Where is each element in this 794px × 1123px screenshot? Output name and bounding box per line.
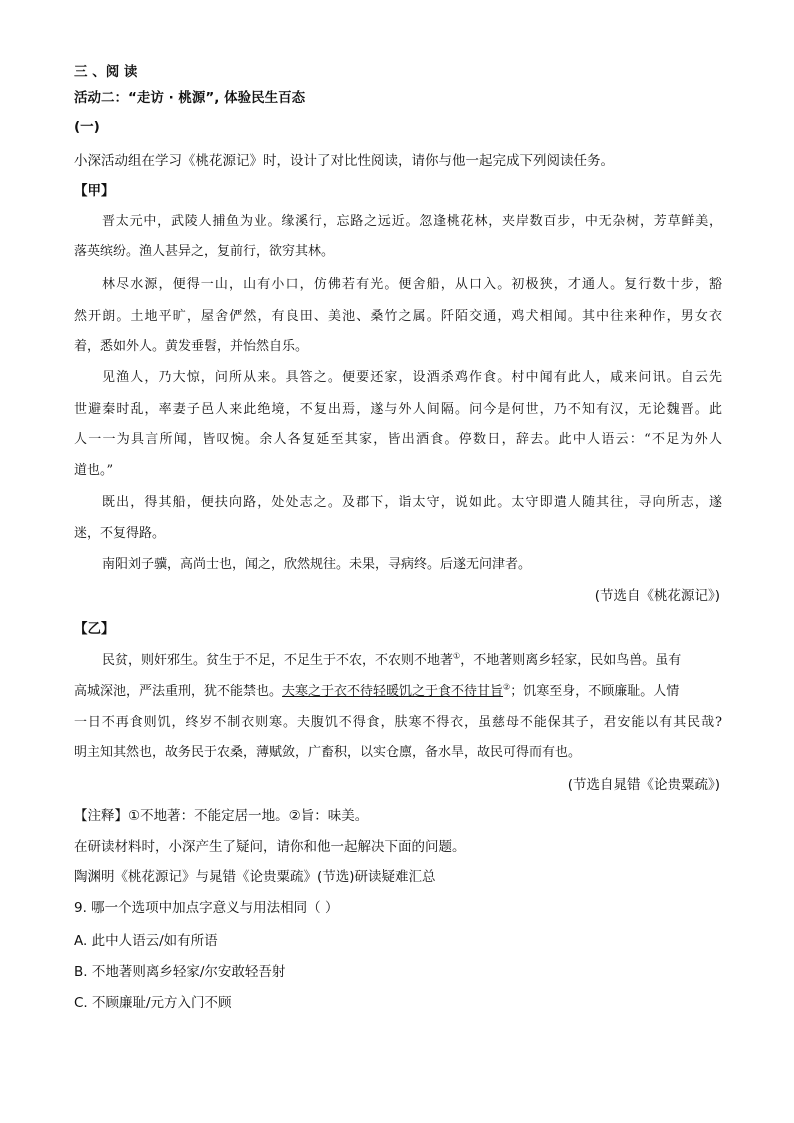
jia-line: 林尽水源，便得一山，山有小口，仿佛若有光。便舍船，从口入。初极狭，才通人。复行数十步，豁 [102, 277, 722, 292]
notes: 【注释】①不地著：不能定居一地。②旨：味美。 [74, 808, 369, 824]
yi-line-text: 高城深池，严法重刑，犹不能禁也。 [74, 684, 283, 699]
jia-label: 【甲】 [74, 183, 115, 199]
part-label: (一) [74, 119, 100, 135]
underlined-sentence: 夫寒之于衣不待轻暖饥之于食不待甘旨 [282, 684, 504, 699]
summary-title: 陶渊明《桃花源记》与晁错《论贵粟疏》(节选)研读疑难汇总 [74, 869, 436, 885]
jia-line: 着，悉如外人。黄发垂髫，并怡然自乐。 [74, 339, 309, 354]
yi-line-text: ；饥寒至身，不顾廉耻。人情 [510, 684, 680, 699]
research-line: 在研读材料时，小深产生了疑问，请你和他一起解决下面的问题。 [74, 839, 466, 855]
jia-line: 然开朗。土地平旷，屋舍俨然，有良田、美池、桑竹之属。阡陌交通，鸡犬相闻。其中往来种作，男女衣 [74, 309, 722, 324]
jia-line: 迷，不复得路。 [74, 526, 166, 541]
section-title: 三 、阅 读 [74, 64, 138, 80]
yi-label: 【乙】 [74, 621, 115, 637]
question: 9. 哪一个选项中加点字意义与用法相同（ ） [74, 900, 339, 916]
option-b[interactable]: B. 不地著则离乡轻家/尔安敢轻吾射 [74, 964, 286, 980]
yi-line: 一日不再食则饥，终岁不制衣则寒。夫腹饥不得食，肤寒不得衣，虽慈母不能保其子，君安能以有其民哉? [74, 715, 722, 730]
yi-line [74, 682, 679, 702]
intro-text: 小深活动组在学习《桃花源记》时，设计了对比性阅读，请你与他一起完成下列阅读任务。 [74, 153, 614, 169]
option-a[interactable]: A. 此中人语云/如有所语 [74, 933, 218, 949]
jia-line: 既出，得其船，便扶向路，处处志之。及郡下，诣太守，说如此。太守即遣人随其往，寻向所志，遂 [102, 495, 722, 510]
activity-title: 活动二：“走访 · 桃源”, 体验民生百态 [74, 90, 306, 106]
note-mark-1: ① [453, 651, 461, 661]
yi-line: 明主知其然也，故务民于农桑，薄赋敛，广畜积，以实仓廪，备水旱，故民可得而有也。 [74, 745, 582, 760]
jia-line: 南阳刘子骥，高尚士也，闻之，欣然规往。未果，寻病终。后遂无问津者。 [102, 557, 532, 572]
jia-line: 晋太元中，武陵人捕鱼为业。缘溪行，忘路之远近。忽逢桃花林，夹岸数百步，中无杂树，芳草鲜美， [102, 214, 722, 229]
yi-line-text: ，不地著则离乡轻家，民如鸟兽。虽有 [460, 653, 682, 668]
jia-line: 世避秦时乱，率妻子邑人来此绝境，不复出焉，遂与外人间隔。问今是何世，乃不知有汉，无论魏晋。此 [74, 402, 722, 417]
jia-line: 人一一为具言所闻，皆叹惋。余人各复延至其家，皆出酒食。停数日，辞去。此中人语云：“不足为外人 [74, 432, 722, 447]
note-mark-2: ② [503, 682, 511, 692]
yi-source: (节选自晁错《论贵粟疏》) [567, 777, 720, 793]
yi-line [102, 651, 681, 671]
jia-line: 落英缤纷。渔人甚异之，复前行，欲穷其林。 [74, 244, 335, 259]
jia-source: (节选自《桃花源记》) [594, 588, 720, 604]
yi-line-text: 民贫，则奸邪生。贫生于不足，不足生于不农，不农则不地著 [102, 653, 454, 668]
jia-line: 见渔人，乃大惊，问所从来。具答之。便要还家，设酒杀鸡作食。村中闻有此人，咸来问讯。自云先 [102, 370, 722, 385]
jia-line: 道也。” [74, 463, 114, 478]
option-c[interactable]: C. 不顾廉耻/元方入门不顾 [74, 995, 232, 1011]
